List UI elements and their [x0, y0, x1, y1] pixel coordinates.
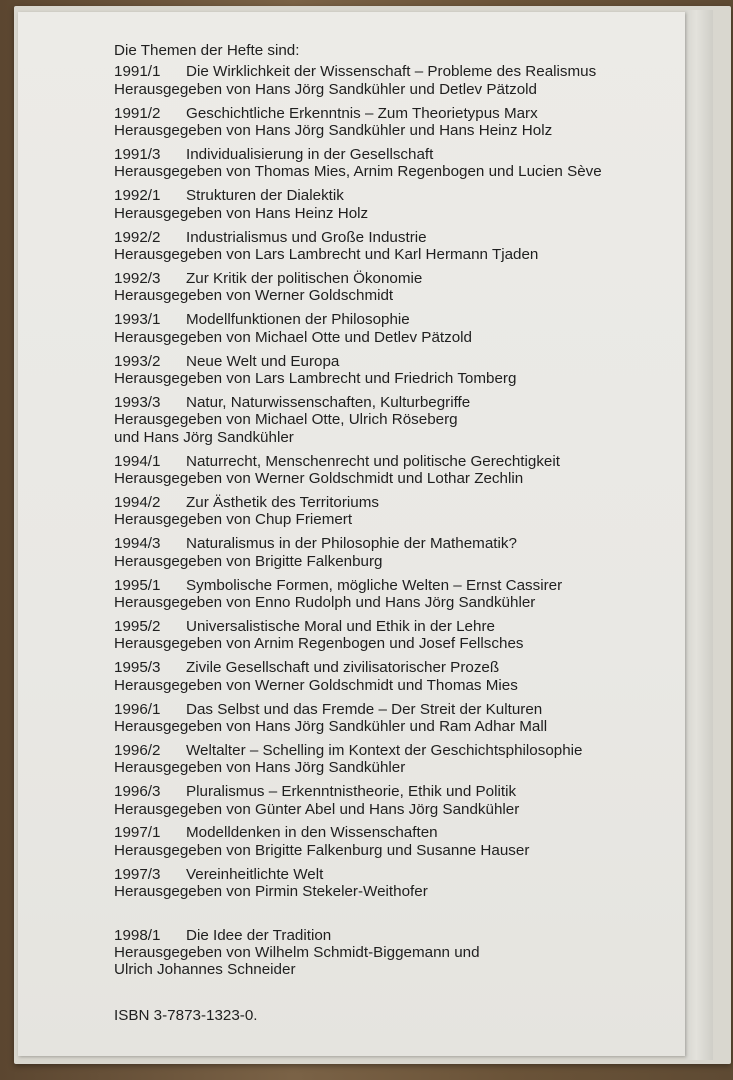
issue-editors: Herausgegeben von Hans Heinz Holz: [114, 204, 369, 222]
issue-title: Universalistische Moral und Ethik in der Lehre: [186, 617, 495, 635]
issue-title-line: [114, 146, 674, 163]
issue-number: 1991/2: [114, 104, 161, 122]
issue-editors: Herausgegeben von Hans Jörg Sandkühler: [114, 759, 406, 777]
issue-title: Individualisierung in der Gesellschaft: [186, 146, 434, 164]
issue-entry: [114, 866, 674, 901]
issue-number: 1992/3: [114, 269, 161, 287]
issue-title: Vereinheitlichte Welt: [186, 865, 324, 883]
issue-entry: [114, 927, 674, 979]
issue-title: Industrialismus und Große Industrie: [186, 228, 427, 246]
issue-entry: [114, 105, 674, 140]
issue-title: Symbolische Formen, mögliche Welten – Ernst Cassirer: [186, 576, 563, 594]
issue-entry: [114, 618, 674, 653]
list-intro: Die Themen der Hefte sind:: [114, 42, 300, 59]
issue-entry: [114, 535, 674, 570]
issue-editors: Herausgegeben von Thomas Mies, Arnim Regenbogen und Lucien Sève: [114, 163, 602, 181]
issue-title: Zivile Gesellschaft und zivilisatorischer Prozeß: [186, 659, 500, 677]
issue-title-line: [114, 453, 674, 470]
issue-title-line: [114, 353, 674, 370]
issue-title: Zur Ästhetik des Territoriums: [186, 493, 379, 511]
issue-title: Das Selbst und das Fremde – Der Streit der Kulturen: [186, 700, 543, 718]
issue-title: Modelldenken in den Wissenschaften: [186, 824, 438, 842]
issue-title: Die Idee der Tradition: [186, 926, 332, 944]
issue-entry: [114, 577, 674, 612]
issue-title: Strukturen der Dialektik: [186, 187, 344, 205]
issue-title-line: [114, 618, 674, 635]
issue-title: Pluralismus – Erkenntnistheorie, Ethik und Politik: [186, 783, 517, 801]
issue-title-line: [114, 270, 674, 287]
issue-editors: Herausgegeben von Wilhelm Schmidt-Biggemann und: [114, 943, 480, 961]
issue-number: 1991/1: [114, 63, 161, 81]
issue-title-line: [114, 311, 674, 328]
issue-title-line: [114, 535, 674, 552]
issue-number: 1996/3: [114, 783, 161, 801]
issue-number: 1995/3: [114, 659, 161, 677]
issue-editors: Herausgegeben von Werner Goldschmidt und Lothar Zechlin: [114, 470, 524, 488]
issue-entry: [114, 494, 674, 529]
issue-title-line: [114, 187, 674, 204]
issue-entry: [114, 742, 674, 777]
issue-entry: [114, 187, 674, 222]
issue-title: Zur Kritik der politischen Ökonomie: [186, 269, 423, 287]
issue-entry: [114, 824, 674, 859]
issue-title-line: [114, 824, 674, 841]
issue-editors: Herausgegeben von Chup Friemert: [114, 511, 353, 529]
issue-title-line: [114, 494, 674, 511]
issue-title: Modellfunktionen der Philosophie: [186, 311, 410, 329]
issue-number: 1994/2: [114, 493, 161, 511]
issue-number: 1997/3: [114, 865, 161, 883]
issue-title-line: [114, 866, 674, 883]
issue-entry: [114, 146, 674, 181]
issue-editors: Herausgegeben von Werner Goldschmidt und Thomas Mies: [114, 676, 518, 694]
issue-entry: [114, 659, 674, 694]
issue-editors: Herausgegeben von Hans Jörg Sandkühler und Ram Adhar Mall: [114, 717, 548, 735]
issue-title: Geschichtliche Erkenntnis – Zum Theorietypus Marx: [186, 104, 538, 122]
issue-title-line: [114, 105, 674, 122]
issue-title-line: [114, 659, 674, 676]
issue-editors: Herausgegeben von Michael Otte und Detlev Pätzold: [114, 328, 472, 346]
issue-editors: Herausgegeben von Lars Lambrecht und Karl Hermann Tjaden: [114, 246, 539, 264]
issue-title: Natur, Naturwissenschaften, Kulturbegriffe: [186, 393, 471, 411]
issue-editors: Herausgegeben von Hans Jörg Sandkühler und Detlev Pätzold: [114, 80, 537, 98]
issue-title: Die Wirklichkeit der Wissenschaft – Probleme des Realismus: [186, 63, 597, 81]
issue-number: 1996/1: [114, 700, 161, 718]
issue-editors: Herausgegeben von Brigitte Falkenburg: [114, 552, 383, 570]
issue-number: 1993/1: [114, 311, 161, 329]
issue-entry: [114, 311, 674, 346]
issue-number: 1995/2: [114, 617, 161, 635]
isbn: ISBN 3-7873-1323-0.: [114, 1006, 258, 1024]
issue-editors: Herausgegeben von Lars Lambrecht und Friedrich Tomberg: [114, 370, 517, 387]
issue-title-line: [114, 701, 674, 718]
issue-editors: Herausgegeben von Hans Jörg Sandkühler und Hans Heinz Holz: [114, 122, 553, 140]
issue-editors: Ulrich Johannes Schneider: [114, 961, 296, 979]
issue-title-line: [114, 394, 674, 411]
issue-title: Naturrecht, Menschenrecht und politische Gerechtigkeit: [186, 452, 560, 470]
issue-number: 1997/1: [114, 824, 161, 842]
issue-entry: [114, 270, 674, 305]
issue-title: Naturalismus in der Philosophie der Mathematik?: [186, 535, 517, 553]
issue-editors: und Hans Jörg Sandkühler: [114, 428, 294, 446]
issue-number: 1998/1: [114, 926, 161, 944]
entries-container: [114, 63, 674, 978]
issue-title-line: [114, 63, 674, 80]
issue-title-line: [114, 229, 674, 246]
issue-number: 1992/1: [114, 187, 161, 205]
issue-editors: Herausgegeben von Enno Rudolph und Hans Jörg Sandkühler: [114, 593, 536, 611]
issue-number: 1994/1: [114, 452, 161, 470]
issue-number: 1991/3: [114, 146, 161, 164]
issue-title: Weltalter – Schelling im Kontext der Geschichtsphilosophie: [186, 741, 583, 759]
issue-number: 1996/2: [114, 741, 161, 759]
issue-title-line: [114, 783, 674, 800]
issue-list: [114, 42, 674, 1024]
page-stack-edge: [685, 10, 713, 1060]
issue-editors: Herausgegeben von Werner Goldschmidt: [114, 287, 394, 305]
issue-title-line: [114, 577, 674, 594]
issue-number: 1995/1: [114, 576, 161, 594]
issue-number: 1993/2: [114, 352, 161, 370]
issue-entry: [114, 229, 674, 264]
issue-number: 1992/2: [114, 228, 161, 246]
issue-editors: Herausgegeben von Arnim Regenbogen und Josef Fellsches: [114, 635, 524, 653]
issue-entry: [114, 394, 674, 446]
issue-number: 1993/3: [114, 393, 161, 411]
issue-number: 1994/3: [114, 535, 161, 553]
issue-title-line: [114, 742, 674, 759]
issue-editors: Herausgegeben von Brigitte Falkenburg und Susanne Hauser: [114, 841, 530, 859]
issue-entry: [114, 701, 674, 736]
issue-entry: [114, 453, 674, 488]
issue-entry: [114, 63, 674, 98]
issue-editors: Herausgegeben von Pirmin Stekeler-Weithofer: [114, 883, 428, 901]
issue-entry: [114, 353, 674, 388]
issue-title-line: [114, 927, 674, 944]
issue-editors: Herausgegeben von Günter Abel und Hans Jörg Sandkühler: [114, 800, 520, 818]
issue-entry: [114, 783, 674, 818]
issue-editors: Herausgegeben von Michael Otte, Ulrich Röseberg: [114, 411, 458, 429]
issue-title: Neue Welt und Europa: [186, 352, 340, 370]
